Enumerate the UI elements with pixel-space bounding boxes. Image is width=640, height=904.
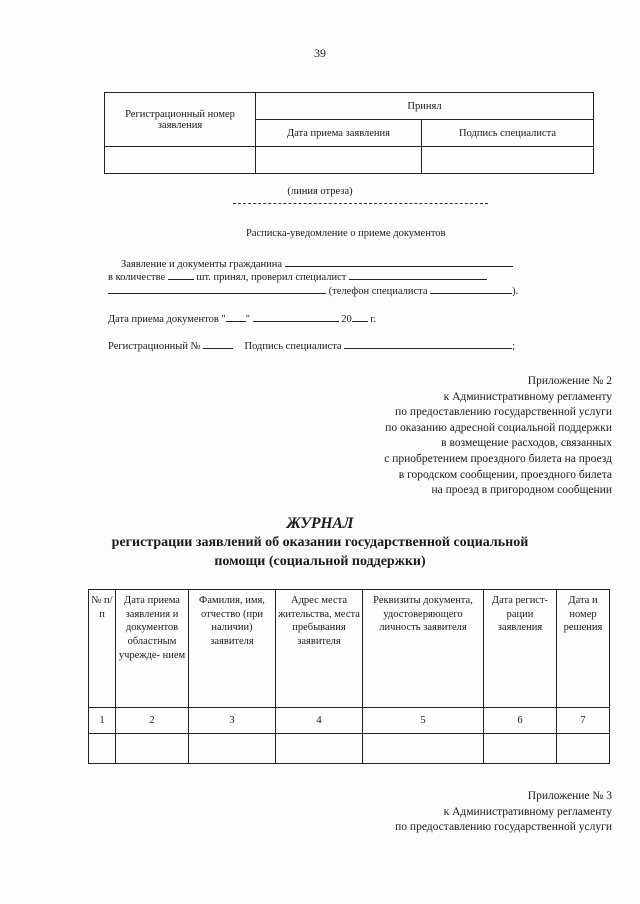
appendix2-line: на проезд в пригородном сообщении (431, 484, 612, 497)
col-number-cell: 6 (484, 708, 557, 734)
reg-number-header: Регистрационный номер заявления (105, 93, 256, 147)
col-number-cell: 4 (276, 708, 363, 734)
journal-table (88, 589, 610, 764)
appendix3-line: Приложение № 3 (527, 790, 612, 802)
appendix2-block (384, 374, 612, 499)
cut-line-label: (линия отреза) (287, 186, 353, 197)
receipt-line-registration (108, 339, 515, 352)
col-number-cell: 2 (116, 708, 189, 734)
appendix2-line: по предоставлению государственной услуги (395, 406, 612, 419)
col-number-cell: 5 (363, 708, 484, 734)
reg-number-cell (105, 147, 256, 174)
col-number-cell: 1 (89, 708, 116, 734)
date-label: Дата приема документов " (108, 314, 226, 325)
col-number-cell: 3 (189, 708, 276, 734)
col-header-address: Адрес места жительства, места пребывания заявителя (276, 590, 363, 708)
appendix2-line: в возмещение расходов, связанных (441, 437, 612, 450)
empty-cell (557, 734, 610, 764)
empty-cell (276, 734, 363, 764)
appendix3-block (395, 789, 612, 836)
appendix2-line: Приложение № 2 (527, 375, 612, 387)
appendix3-line: к Административному регламенту (443, 805, 612, 818)
empty-cell (116, 734, 189, 764)
quantity-field (168, 270, 194, 280)
journal-title: ЖУРНАЛ (286, 515, 354, 532)
appendix2-line: по оказанию адресной социальной поддержки (385, 421, 612, 434)
cut-line (233, 203, 488, 204)
year-field (352, 312, 368, 322)
appendix3-line: по предоставлению государственной услуги (395, 821, 612, 834)
receipt-line-citizen (121, 257, 513, 270)
col-header-full-name: Фамилия, имя, отчество (при наличии) заявителя (189, 590, 276, 708)
col-number-cell: 7 (557, 708, 610, 734)
journal-subtitle-line2: помощи (социальной поддержки) (214, 554, 426, 569)
quantity-label: в количестве (108, 272, 166, 283)
signature-cell (422, 147, 594, 174)
phone-end: ). (512, 286, 519, 297)
phone-field (430, 284, 512, 294)
receipt-title: Расписка-уведомление о приеме документов (246, 228, 446, 239)
specialist-field (349, 270, 487, 280)
empty-cell (189, 734, 276, 764)
reg-field (203, 339, 233, 349)
appendix2-line: к Административному регламенту (443, 390, 612, 403)
col-header-id-document: Реквизиты документа, удостоверяющего личность заявителя (363, 590, 484, 708)
signature-header: Подпись специалиста (422, 120, 594, 147)
sig-field (344, 339, 512, 349)
specialist-name-field (108, 284, 326, 294)
date-cell (256, 147, 422, 174)
page-number: 39 (314, 46, 326, 60)
empty-cell (363, 734, 484, 764)
year-prefix: 20 (341, 314, 352, 325)
sig-label: Подпись специалиста (244, 341, 342, 352)
sig-end: ; (512, 341, 516, 352)
date-header: Дата приема заявления (256, 120, 422, 147)
citizen-label: Заявление и документы гражданина (121, 259, 283, 270)
receipt-table (104, 92, 594, 174)
appendix2-line: в городском сообщении, проездного билета (398, 468, 612, 481)
day-field (226, 312, 246, 322)
accepted-header: Принял (256, 93, 594, 120)
col-header-registration-date: Дата регист- рации заявления (484, 590, 557, 708)
month-field (253, 312, 339, 322)
appendix2-line: с приобретением проездного билета на проезд (384, 452, 612, 465)
receipt-line-phone (108, 284, 518, 297)
reg-label: Регистрационный № (108, 341, 201, 352)
col-header-number: № п/п (89, 590, 116, 708)
journal-subtitle-line1: регистрации заявлений об оказании государственной социальной (111, 535, 529, 550)
date-quote: " (245, 314, 251, 325)
receipt-line-date (108, 312, 376, 325)
empty-cell (89, 734, 116, 764)
year-suffix: г. (370, 314, 377, 325)
citizen-field (285, 257, 513, 267)
specialist-label: шт. принял, проверил специалист (196, 272, 347, 283)
empty-cell (484, 734, 557, 764)
phone-label: (телефон специалиста (328, 286, 428, 297)
col-header-decision: Дата и номер решения (557, 590, 610, 708)
receipt-line-quantity (108, 270, 487, 283)
col-header-receipt-date: Дата приема заявления и документов областным учрежде- нием (116, 590, 189, 708)
